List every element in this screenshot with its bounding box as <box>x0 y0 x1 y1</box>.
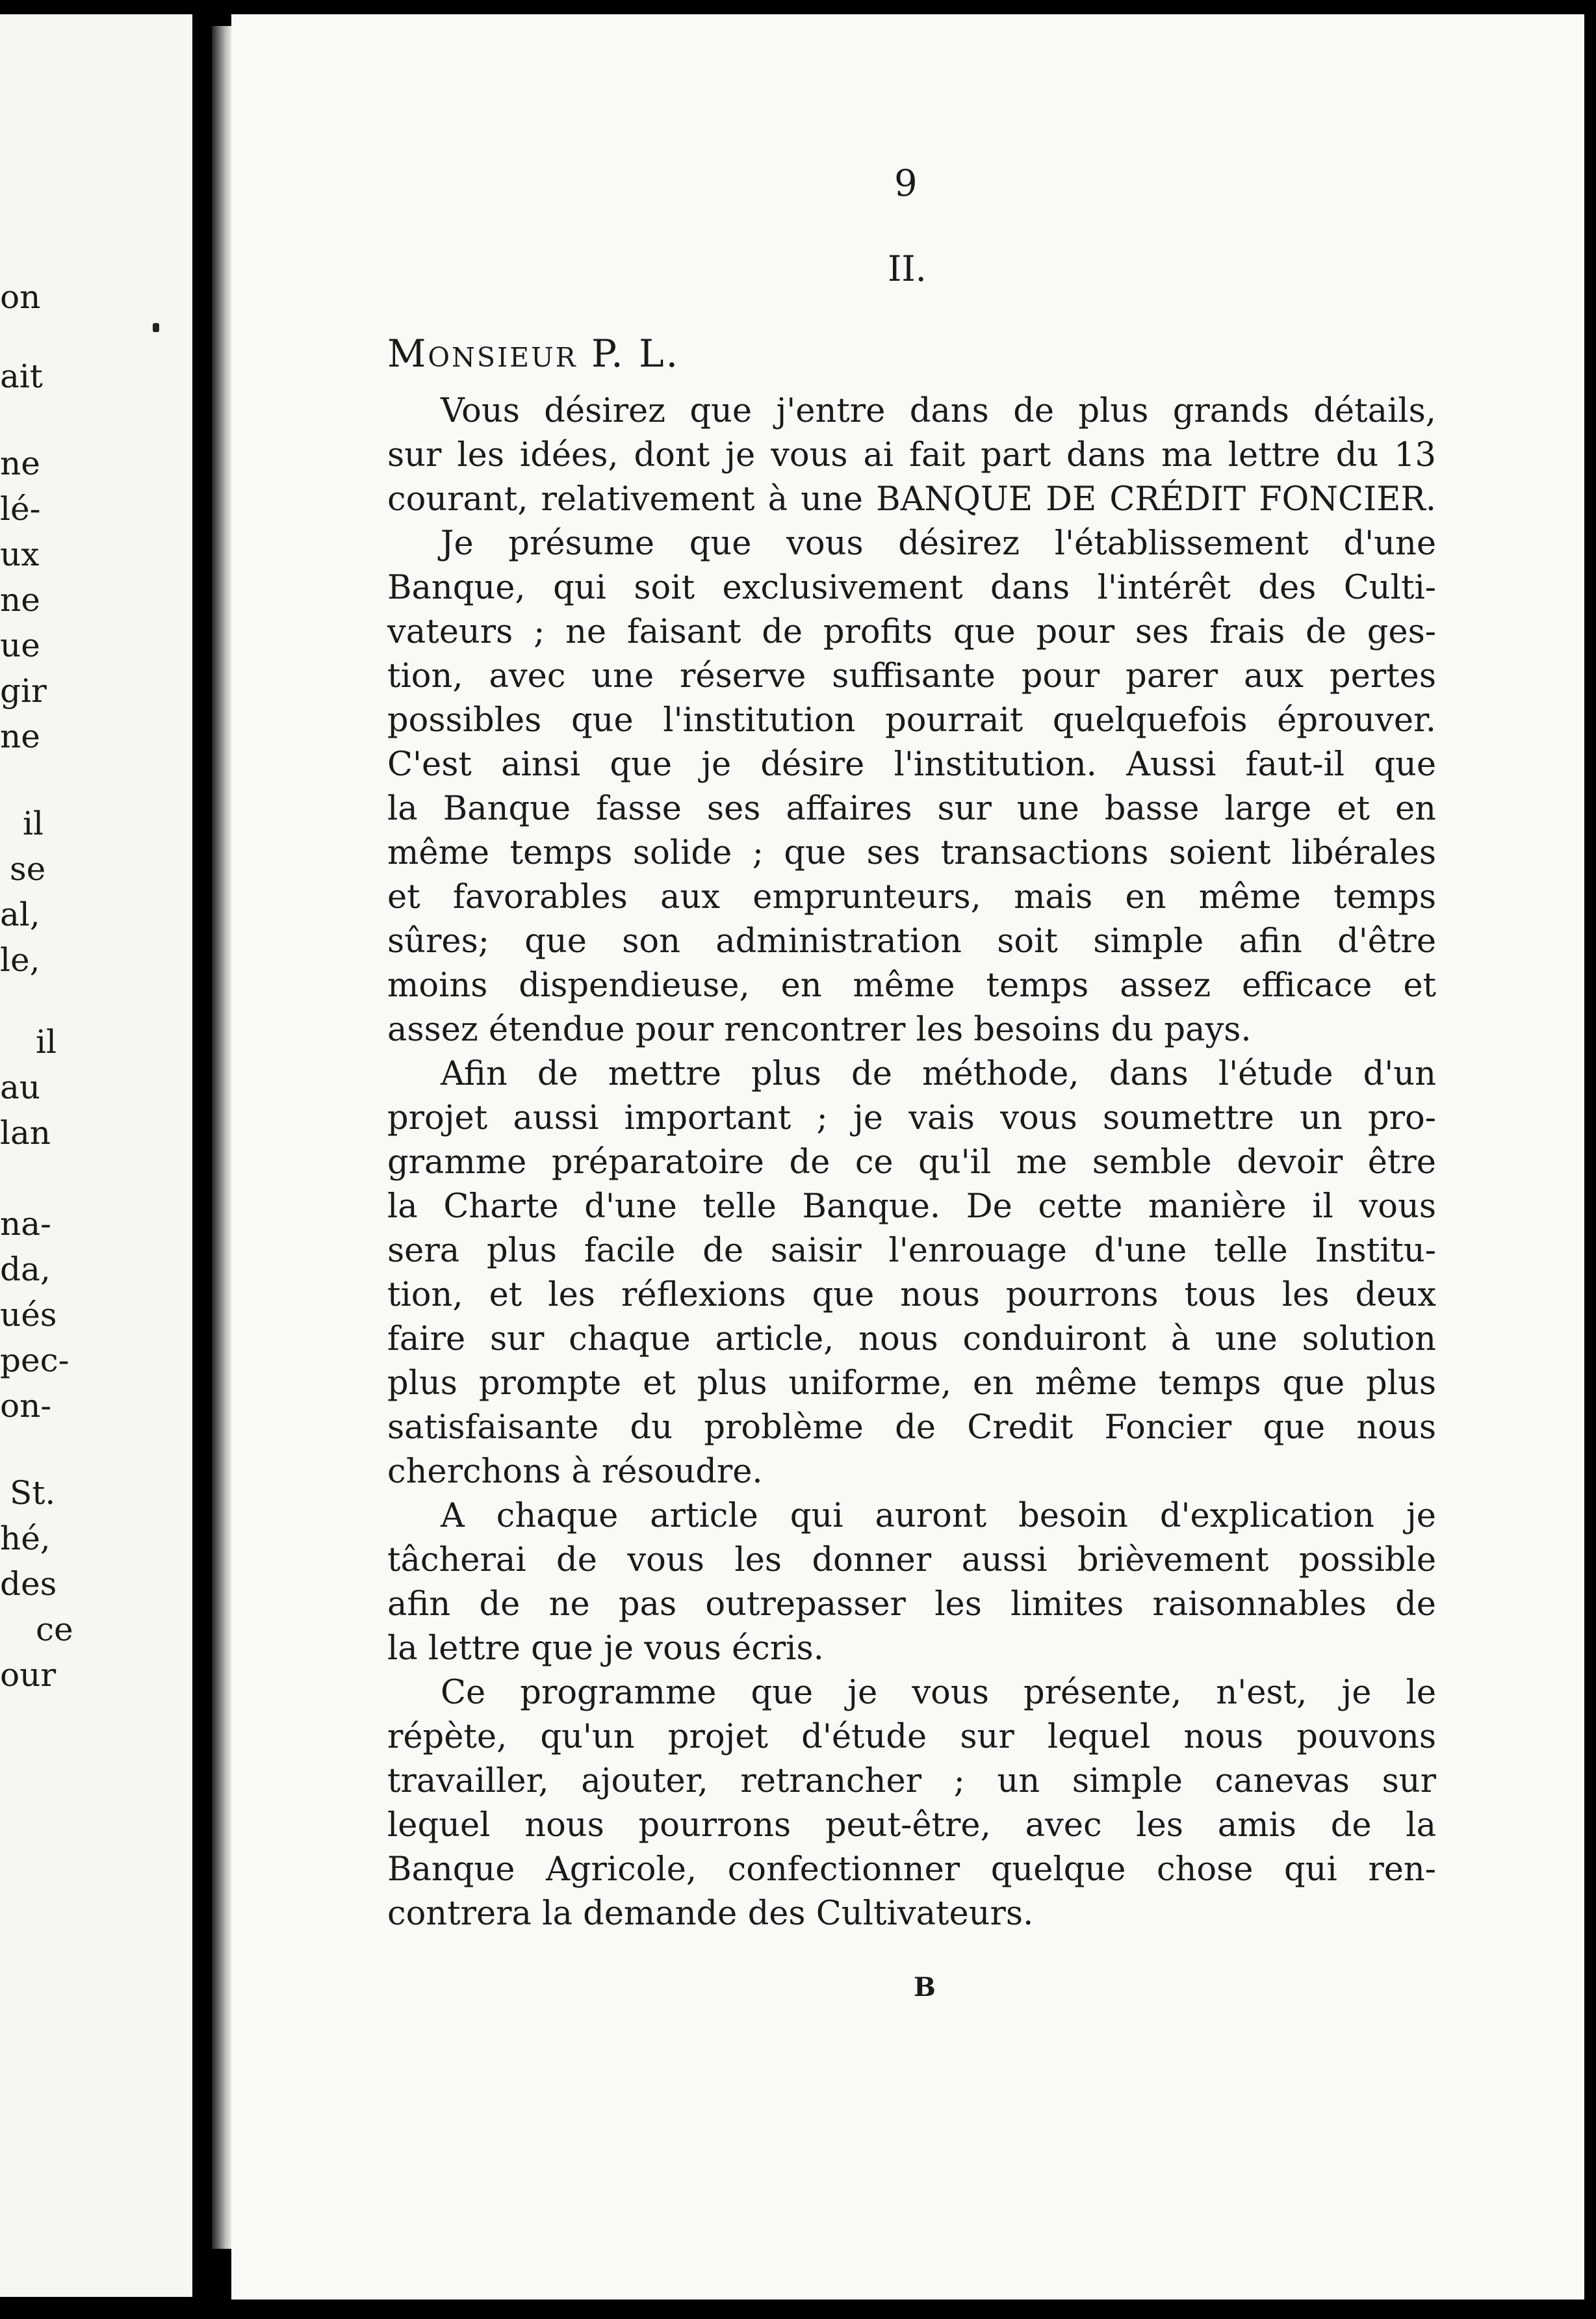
text-line: même temps solide ; que ses transactions soient libérales <box>387 834 1436 872</box>
text-line: moins dispendieuse, en même temps assez efficace et <box>387 966 1436 1005</box>
signature-mark: B <box>914 1972 936 2002</box>
text-line: projet aussi important ; je vais vous soumettre un pro- <box>387 1099 1436 1137</box>
page-edge-shadow <box>212 26 231 2249</box>
left-fragment: ce <box>36 1611 73 1648</box>
text-line: tion, et les réflexions que nous pourrons tous les deux <box>387 1276 1436 1314</box>
text-line: et favorables aux emprunteurs, mais en même temps <box>387 878 1436 916</box>
text-line: sûres; que son administration soit simple afin d'être <box>387 922 1436 961</box>
left-fragment: lé- <box>0 490 41 528</box>
left-fragment: ués <box>0 1296 57 1334</box>
text-line: Vous désirez que j'entre dans de plus grands détails, <box>441 392 1436 430</box>
left-fragment: hé, <box>0 1520 51 1557</box>
left-fragment: au <box>0 1069 41 1106</box>
text-line: faire sur chaque article, nous conduiront à une solution <box>387 1320 1436 1358</box>
left-fragment: ne <box>0 581 40 619</box>
text-line: cherchons à résoudre. <box>387 1453 763 1491</box>
text-line: Banque Agricole, confectionner quelque chose qui ren- <box>387 1850 1436 1889</box>
left-fragment: gir <box>0 672 47 710</box>
text-line: gramme préparatoire de ce qu'il me semble devoir être <box>387 1143 1436 1182</box>
text-line: vateurs ; ne faisant de profits que pour ses frais de ges- <box>387 613 1436 651</box>
text-line: plus prompte et plus uniforme, en même temps que plus <box>387 1364 1436 1403</box>
left-fragment: da, <box>0 1250 51 1288</box>
text-line: possibles que l'institution pourrait quelquefois éprouver. <box>387 701 1436 740</box>
left-fragment: ne <box>0 718 40 755</box>
text-line: répète, qu'un projet d'étude sur lequel nous pouvons <box>387 1718 1436 1756</box>
left-fragment: le, <box>0 941 40 979</box>
section-number: II. <box>888 248 927 289</box>
left-fragment: pec- <box>0 1341 70 1379</box>
left-fragment: on <box>0 278 41 316</box>
text-line: Je présume que vous désirez l'établissement d'une <box>441 525 1436 563</box>
text-line: Banque, qui soit exclusivement dans l'intérêt des Culti- <box>387 569 1436 607</box>
left-fragment: ux <box>0 536 40 573</box>
text-line: courant, relativement à une BANQUE DE CRÉDIT FONCIER. <box>387 480 1436 519</box>
book-page <box>231 14 1584 2300</box>
text-line: contrera la demande des Cultivateurs. <box>387 1895 1034 1933</box>
text-line: satisfaisante du problème de Credit Foncier que nous <box>387 1408 1436 1447</box>
left-fragment: ait <box>0 357 43 395</box>
text-line: C'est ainsi que je désire l'institution. Aussi faut-il que <box>387 745 1436 784</box>
left-fragment: our <box>0 1656 57 1694</box>
text-line: tion, avec une réserve suffisante pour parer aux pertes <box>387 657 1436 695</box>
left-fragment: il <box>36 1023 57 1061</box>
text-line: assez étendue pour rencontrer les besoins du pays. <box>387 1011 1252 1049</box>
text-line: la Banque fasse ses affaires sur une basse large et en <box>387 790 1436 828</box>
left-fragment: des <box>0 1565 57 1603</box>
text-line: Afin de mettre plus de méthode, dans l'étude d'un <box>441 1055 1436 1093</box>
salutation: Monsieur P. L. <box>387 331 680 376</box>
text-line: travailler, ajouter, retrancher ; un simple canevas sur <box>387 1762 1436 1800</box>
text-line: la lettre que je vous écris. <box>387 1629 824 1668</box>
left-fragment: il <box>23 805 44 842</box>
text-line: tâcherai de vous les donner aussi brièvement possible <box>387 1541 1436 1579</box>
left-fragment: na- <box>0 1205 51 1243</box>
text-line: Ce programme que je vous présente, n'est, je le <box>441 1674 1436 1712</box>
text-line: afin de ne pas outrepasser les limites raisonnables de <box>387 1585 1436 1624</box>
facing-page-fragment <box>0 14 192 2297</box>
text-line: la Charte d'une telle Banque. De cette manière il vous <box>387 1187 1436 1226</box>
ink-dot <box>153 323 159 332</box>
left-fragment: ue <box>0 627 40 664</box>
left-fragment: St. <box>10 1474 56 1512</box>
left-fragment: lan <box>0 1114 51 1152</box>
left-fragment: ne <box>0 445 40 482</box>
left-fragment: on- <box>0 1387 52 1425</box>
left-fragment: al, <box>0 896 40 933</box>
text-line: lequel nous pourrons peut-être, avec les amis de la <box>387 1806 1436 1845</box>
text-line: A chaque article qui auront besoin d'explication je <box>441 1497 1436 1535</box>
page-number: 9 <box>894 162 918 205</box>
left-fragment: se <box>10 850 46 888</box>
text-line: sera plus facile de saisir l'enrouage d'une telle Institu- <box>387 1232 1436 1270</box>
text-line: sur les idées, dont je vous ai fait part dans ma lettre du 13 <box>387 436 1436 474</box>
